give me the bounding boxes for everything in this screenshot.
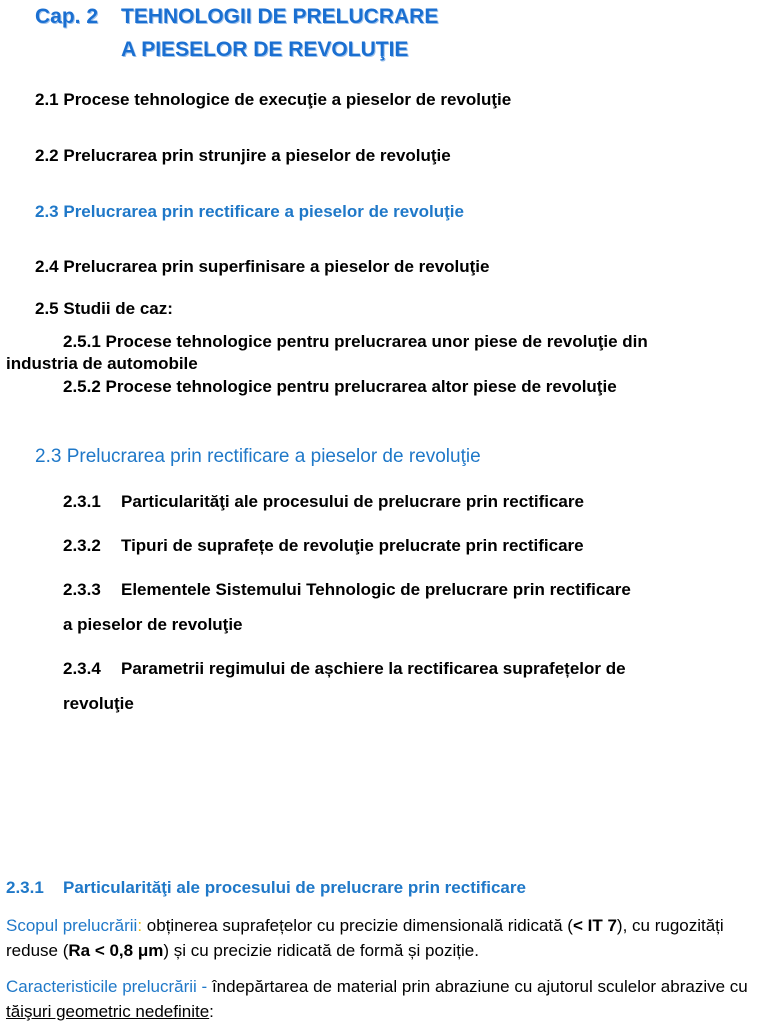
detail-heading-text: Particularităţi ale procesului de prelucrare prin rectificare [63,878,526,897]
detail-heading-num: 2.3.1 [6,878,44,897]
subsection-2-3-1-num: 2.3.1 [63,492,101,511]
subsection-2-3-4-num: 2.3.4 [63,659,101,678]
toc-item-2-5-1-cont: industria de automobile [6,354,198,373]
toc-item-2-3: 2.3 Prelucrarea prin rectificare a pieselor de revoluţie [35,202,464,221]
char-underlined: tăişuri geometric nedefinite [6,1002,210,1021]
subsection-2-3-2-text: Tipuri de suprafețe de revoluţie prelucrate prin rectificare [121,536,584,555]
scope-text-c: ) și cu precizie ridicată de formă și poziție. [163,941,479,960]
scope-bold-it: < IT 7 [572,916,617,935]
toc-item-2-5: 2.5 Studii de caz: [35,299,173,318]
char-label: Caracteristicile prelucrării - [6,977,208,996]
characteristics-paragraph [6,974,761,1024]
scope-colon: : [137,916,143,935]
scope-bold-ra: Ra < 0,8 μm [68,941,164,960]
subsection-2-3-3-text: Elementele Sistemului Tehnologic de prelucrare prin rectificare [121,580,631,599]
scope-text-a: obținerea suprafețelor cu precizie dimensională ridicată ( [142,916,573,935]
chapter-label: Cap. 2 [35,5,99,28]
subsection-2-3-3-text-cont: a pieselor de revoluţie [63,615,243,634]
char-end: : [209,1002,214,1021]
section-heading: 2.3 Prelucrarea prin rectificare a pieselor de revoluţie [35,446,481,467]
chapter-title-line1: TEHNOLOGII DE PRELUCRARE [121,5,439,28]
toc-item-2-1: 2.1 Procese tehnologice de execuţie a pieselor de revoluţie [35,90,512,109]
subsection-2-3-3-num: 2.3.3 [63,580,101,599]
toc-item-2-2: 2.2 Prelucrarea prin strunjire a pieselor de revoluţie [35,146,451,165]
toc-item-2-5-2: 2.5.2 Procese tehnologice pentru prelucrarea altor piese de revoluţie [63,377,617,396]
char-text: îndepărtarea de material prin abraziune cu ajutorul sculelor abrazive cu [207,977,748,996]
subsection-2-3-4-text-cont: revoluţie [63,694,134,713]
toc-item-2-4: 2.4 Prelucrarea prin superfinisare a pieselor de revoluţie [35,257,490,276]
subsection-2-3-4-text: Parametrii regimului de așchiere la rectificarea suprafețelor de [121,659,626,678]
subsection-2-3-2-num: 2.3.2 [63,536,101,555]
scope-paragraph [6,913,761,963]
chapter-title-line2: A PIESELOR DE REVOLUŢIE [121,38,409,61]
scope-label: Scopul prelucrării [6,916,138,935]
subsection-2-3-1-text: Particularităţi ale procesului de prelucrare prin rectificare [121,492,584,511]
toc-item-2-5-1: 2.5.1 Procese tehnologice pentru prelucrarea unor piese de revoluţie din [63,332,648,351]
scope-text-b: ), cu rugozități reduse ( [6,916,724,960]
